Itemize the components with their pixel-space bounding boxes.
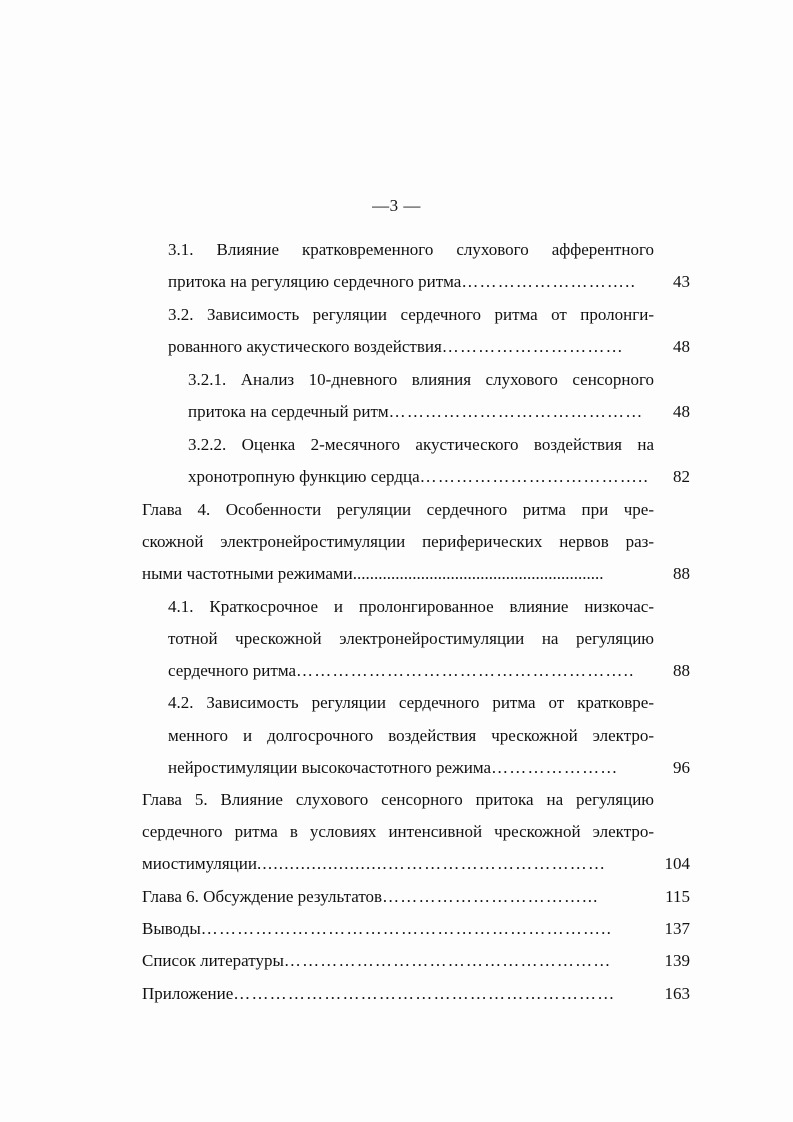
toc-chapter-5-line1: Глава 5. Влияние слухового сенсорного притока на регуляцию [142, 790, 654, 809]
toc-chapter-6[interactable] [142, 887, 654, 907]
toc-page-number: 96 [673, 758, 690, 777]
toc-leader-dots: ……………………….. [461, 272, 637, 291]
toc-chapter-4-line2: скожной электронейростимуляции периферических нервов раз- [142, 532, 654, 551]
toc-entry-3-2-1-line2[interactable] [188, 402, 654, 422]
toc-chapter-4-line1: Глава 4. Особенности регуляции сердечного ритма при чре- [142, 500, 654, 519]
toc-entry-4-2-line3[interactable] [168, 758, 654, 778]
toc-entry-3-2-2-line1: 3.2.2. Оценка 2-месячного акустического воздействия на [188, 435, 654, 454]
toc-entry-title: сердечного ритма [168, 661, 297, 680]
toc-leader-dots: ……………………………………………………… [233, 984, 616, 1003]
toc-entry-title: Глава 6. Обсуждение результатов [142, 887, 383, 906]
toc-page-number: 115 [665, 887, 690, 906]
toc-chapter-5-line3[interactable] [142, 854, 654, 874]
toc-page-number: 163 [664, 984, 690, 1003]
toc-leader-dots: ……………………………………………… [283, 951, 612, 970]
toc-entry-4-1-line3[interactable] [168, 661, 654, 681]
toc-page-number: 43 [673, 272, 690, 291]
toc-entry-4-1-line2: тотной чрескожной электронейростимуляции на регуляцию [168, 629, 654, 648]
toc-leader-dots: ………………………… [441, 337, 624, 356]
toc-entry-3-1-line2[interactable] [168, 272, 654, 292]
page-number: —3 — [372, 196, 421, 215]
toc-entry-3-2-line2[interactable] [168, 337, 654, 357]
toc-leader-dots: …………………………………… [388, 402, 644, 421]
toc-leader-dots: ………………………………………………………….. [200, 919, 613, 938]
toc-entry-4-2-line1: 4.2. Зависимость регуляции сердечного ритма от кратковре- [168, 693, 654, 712]
toc-entry-title: нейростимуляции высокочастотного режима [168, 758, 492, 777]
toc-leader-dots: ……………………………………………….. [296, 661, 635, 680]
toc-entry-title: ными частотными режимами [142, 564, 353, 583]
toc-entry-3-1-line1: 3.1. Влияние кратковременного слухового афферентного [168, 240, 654, 259]
toc-entry-4-2-line2: менного и долгосрочного воздействия чрескожной электро- [168, 726, 654, 745]
toc-page-number: 48 [673, 402, 690, 421]
toc-page-number: 48 [673, 337, 690, 356]
toc-entry-3-2-line1: 3.2. Зависимость регуляции сердечного ритма от пролонги- [168, 305, 654, 324]
toc-entry-title: миостимуляции [142, 854, 257, 873]
toc-page-number: 88 [673, 564, 690, 583]
toc-entry-title: Выводы [142, 919, 201, 938]
toc-entry-4-1-line1: 4.1. Краткосрочное и пролонгированное влияние низкочас- [168, 597, 654, 616]
toc-page-number: 139 [664, 951, 690, 970]
toc-chapter-4-line3[interactable] [142, 564, 654, 584]
toc-page-number: 137 [664, 919, 690, 938]
toc-entry-title: притока на регуляцию сердечного ритма [168, 272, 462, 291]
toc-entry-3-2-2-line2[interactable] [188, 467, 654, 487]
toc-chapter-5-line2: сердечного ритма в условиях интенсивной чрескожной электро- [142, 822, 654, 841]
toc-conclusions[interactable] [142, 919, 654, 939]
toc-leader-dots: ……………………………….. [419, 467, 649, 486]
toc-entry-title: притока на сердечный ритм [188, 402, 389, 421]
toc-page-number: 82 [673, 467, 690, 486]
toc-entry-title: Список литературы [142, 951, 284, 970]
toc-entry-title: хронотропную функцию сердца [188, 467, 420, 486]
toc-page-number: 88 [673, 661, 690, 680]
toc-leader-dots: ........................……………………………… [256, 854, 607, 873]
toc-references[interactable] [142, 951, 654, 971]
toc-leader-dots: ........................................................... [352, 564, 604, 583]
toc-entry-3-2-1-line1: 3.2.1. Анализ 10-дневного влияния слухового сенсорного [188, 370, 654, 389]
toc-page-number: 104 [664, 854, 690, 873]
toc-entry-title: Приложение [142, 984, 234, 1003]
toc-entry-title: рованного акустического воздействия [168, 337, 442, 356]
toc-leader-dots: ………………… [491, 758, 619, 777]
toc-leader-dots: ……………………………... [382, 887, 599, 906]
toc-appendix[interactable] [142, 984, 654, 1004]
